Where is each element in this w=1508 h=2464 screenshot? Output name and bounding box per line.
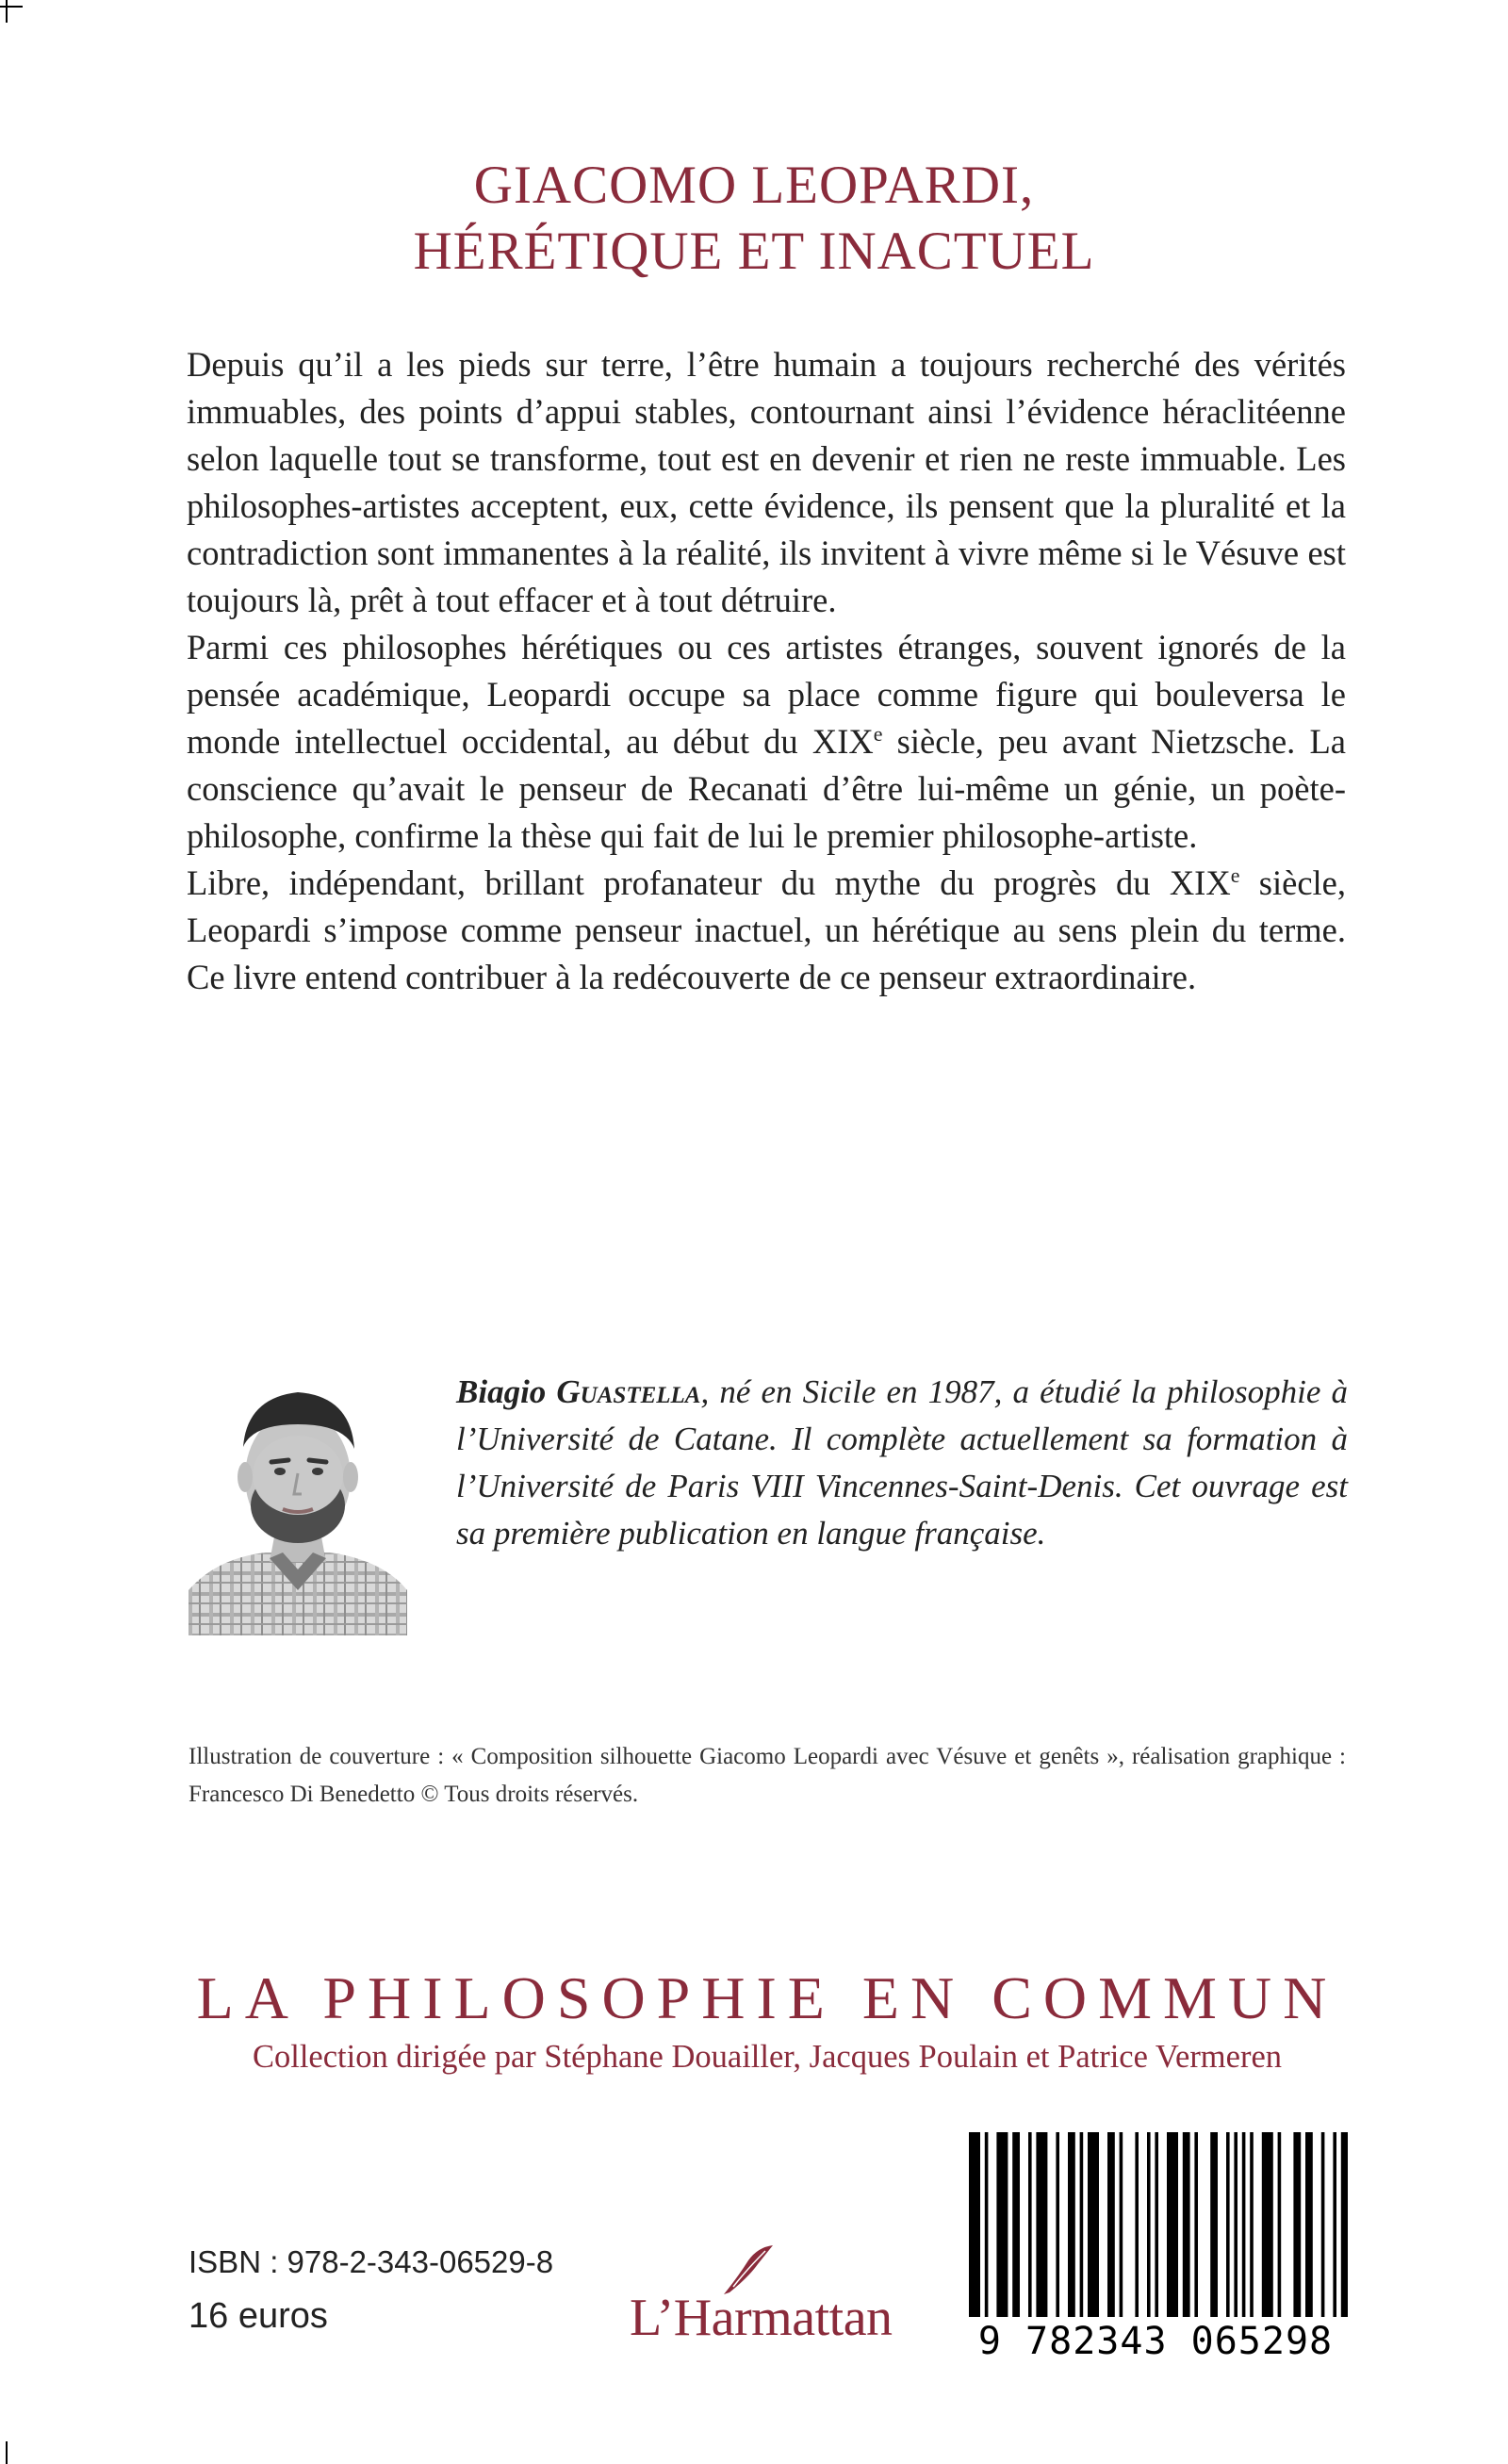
price: 16 euros (188, 2296, 328, 2336)
barcode-bar (996, 2132, 1008, 2317)
century-superscript: e (1230, 862, 1240, 887)
barcode-bar (1321, 2132, 1325, 2317)
cover-credits: Illustration de couverture : « Composition silhouette Giacomo Leopardi avec Vésuve et genêts », réalisation graphique : Francesco Di Benedetto © Tous droits réservés. (188, 1744, 1346, 1807)
barcode-bar (1088, 2132, 1099, 2317)
blurb-paragraph-1: Depuis qu’il a les pieds sur terre, l’être humain a toujours recherché des vérités immuables, des points d’appui stables, contournant ainsi l’évidence héraclitéenne selon laquelle tout se transforme, tout est en devenir et rien ne reste immuable. Les philosophes-artistes acceptent, eux, cette évidence, ils pensent que la pluralité et la contradiction sont immanentes à la réalité, ils invitent à vivre même si le Vésuve est toujours là, prêt à tout effacer et à tout détruire. (187, 345, 1346, 619)
barcode-bar (1278, 2132, 1282, 2317)
blurb-p3-text-b: siècle, Leopardi s’impose comme penseur inactuel, un hérétique au sens plein du terme. Ce livre entend contribuer à la redécouverte de ce penseur extraordinaire. (187, 863, 1347, 996)
crop-mark-bottom-left (6, 2441, 8, 2464)
barcode-bar (1012, 2132, 1020, 2317)
blurb-paragraph-2 (187, 624, 1346, 860)
barcode-bar (1028, 2132, 1032, 2317)
barcode-bar (1183, 2132, 1190, 2317)
author-bio (456, 1369, 1348, 1557)
barcode-bar (1120, 2132, 1123, 2317)
book-title (0, 153, 1508, 285)
barcode-bar (1155, 2132, 1158, 2317)
collection-editors: Collection dirigée par Stéphane Douailler, Jacques Poulain et Patrice Vermeren (252, 2039, 1283, 2075)
isbn: ISBN : 978-2-343-06529-8 (188, 2244, 554, 2279)
barcode-bar (1068, 2132, 1075, 2317)
barcode-bar (1333, 2132, 1336, 2317)
author-bio-text: , né en Sicile en 1987, a étudié la philosophie à l’Université de Catane. Il complète actuellement sa formation à l’Université de Paris VIII Vincennes-Saint-Denis. Cet ouvrage est sa première publication en langue française. (456, 1373, 1348, 1552)
author-first-name: Biagio (456, 1373, 557, 1410)
barcode-bar (1080, 2132, 1084, 2317)
title-line-2: HÉRÉTIQUE ET INACTUEL (413, 222, 1095, 281)
blurb-p2-text-b: siècle, peu avant Nietzsche. La conscience qu’avait le penseur de Recanati d’être lui-même un génie, un poète-philosophe, confirme la thèse qui fait de lui le premier philosophe-artiste. (187, 722, 1346, 855)
barcode-bar (1250, 2132, 1254, 2317)
blurb-paragraph-3 (187, 860, 1346, 1001)
barcode-bar (1293, 2132, 1301, 2317)
blurb-p2-text-a: Parmi ces philosophes hérétiques ou ces artistes étranges, souvent ignorés de la pensée académique, Leopardi occupe sa place comme figure qui bouleversa le monde intellectuel occidental, au début du XIX (187, 628, 1346, 761)
author-photo (188, 1343, 407, 1635)
crop-mark-top-left (6, 0, 8, 23)
collection-block (187, 1961, 1348, 2078)
barcode-bar (1135, 2132, 1139, 2317)
barcode-bar (1036, 2132, 1047, 2317)
crop-mark-left-top (0, 6, 23, 8)
blurb (187, 341, 1346, 1001)
century-superscript: e (873, 721, 883, 746)
barcode-bar (1242, 2132, 1246, 2317)
barcode-bar (1167, 2132, 1178, 2317)
barcode-bar (1194, 2132, 1198, 2317)
barcode-digits: 9 782343 065298 (977, 2320, 1334, 2363)
author-last-name: Guastella (556, 1373, 701, 1410)
barcode-bar (1107, 2132, 1115, 2317)
publisher-name: L’Harmattan (630, 2289, 893, 2347)
barcode-bar (1056, 2132, 1059, 2317)
blurb-p3-text-a: Libre, indépendant, brillant profanateur du mythe du progrès du XIX (187, 863, 1231, 902)
barcode-bars (963, 2128, 1348, 2326)
barcode-bar (1210, 2132, 1218, 2317)
barcode-bar (1234, 2132, 1238, 2317)
barcode-bar (969, 2132, 980, 2317)
barcode-bar (1147, 2132, 1151, 2317)
publisher-logo (630, 2243, 903, 2347)
barcode (963, 2128, 1348, 2364)
barcode-bar (985, 2132, 989, 2317)
barcode-bar (1341, 2132, 1348, 2317)
title-line-1: GIACOMO LEOPARDI, (473, 156, 1035, 215)
collection-title: LA PHILOSOPHIE EN COMMUN (196, 1964, 1338, 2031)
barcode-bar (1305, 2132, 1313, 2317)
barcode-bar (1226, 2132, 1230, 2317)
barcode-bar (1262, 2132, 1273, 2317)
